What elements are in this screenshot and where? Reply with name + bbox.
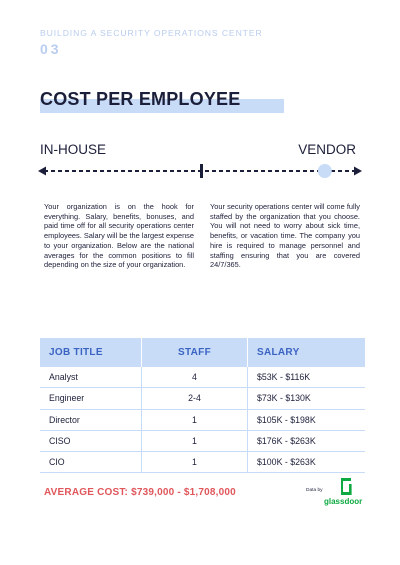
scale-midpoint-tick: [200, 164, 203, 178]
in-house-description: Your organization is on the hook for everything. Salary, benefits, bonuses, and paid time off for all security operations center employees. Salary will be the largest expense to your organization. Below are the national averages for the common positions to fill depending on the size of your organization.: [44, 202, 194, 270]
cell-job-title: CIO: [40, 452, 142, 473]
table-row: [40, 388, 365, 409]
vendor-description: Your security operations center will come fully staffed by the organization that you choose. You will not need to worry about sick time, benefits, or vacation time. The company you hire is required to manage personnel and staffing ensuring that you are covered 24/7/365.: [210, 202, 360, 270]
cell-salary: $73K - $130K: [248, 388, 366, 409]
scale-arrow-left-icon: [38, 167, 46, 176]
cell-job-title: Analyst: [40, 367, 142, 388]
cell-salary: $100K - $263K: [248, 452, 366, 473]
header-staff: STAFF: [142, 338, 248, 367]
header-salary: SALARY: [248, 338, 366, 367]
cell-staff: 2-4: [142, 388, 248, 409]
cell-staff: 4: [142, 367, 248, 388]
data-by-label: Data by: [306, 488, 323, 493]
scale-arrow-right-icon: [354, 167, 362, 176]
page-title: COST PER EMPLOYEE: [40, 89, 241, 109]
cell-salary: $53K - $116K: [248, 367, 366, 388]
cell-job-title: Engineer: [40, 388, 142, 409]
table-header-row: [40, 338, 365, 367]
cell-staff: 1: [142, 452, 248, 473]
average-cost: AVERAGE COST: $739,000 - $1,708,000: [44, 487, 236, 498]
page-number: 03: [40, 41, 62, 57]
table-row: [40, 452, 365, 473]
scale-label-vendor: VENDOR: [298, 142, 356, 157]
scale-position-marker: [318, 164, 332, 178]
cell-salary: $176K - $263K: [248, 430, 366, 451]
cell-job-title: CISO: [40, 430, 142, 451]
in-house-vendor-scale: [38, 160, 362, 182]
table-row: [40, 430, 365, 451]
scale-label-in-house: IN-HOUSE: [40, 142, 107, 157]
cell-staff: 1: [142, 409, 248, 430]
table-row: [40, 367, 365, 388]
glassdoor-wordmark: glassdoor: [324, 497, 363, 506]
section-kicker: BUILDING A SECURITY OPERATIONS CENTER: [40, 28, 263, 38]
header-job-title: JOB TITLE: [40, 338, 142, 367]
cell-job-title: Director: [40, 409, 142, 430]
table-row: [40, 409, 365, 430]
cost-table: [40, 338, 365, 473]
glassdoor-logo-icon: [339, 478, 353, 495]
cell-salary: $105K - $198K: [248, 409, 366, 430]
cell-staff: 1: [142, 430, 248, 451]
